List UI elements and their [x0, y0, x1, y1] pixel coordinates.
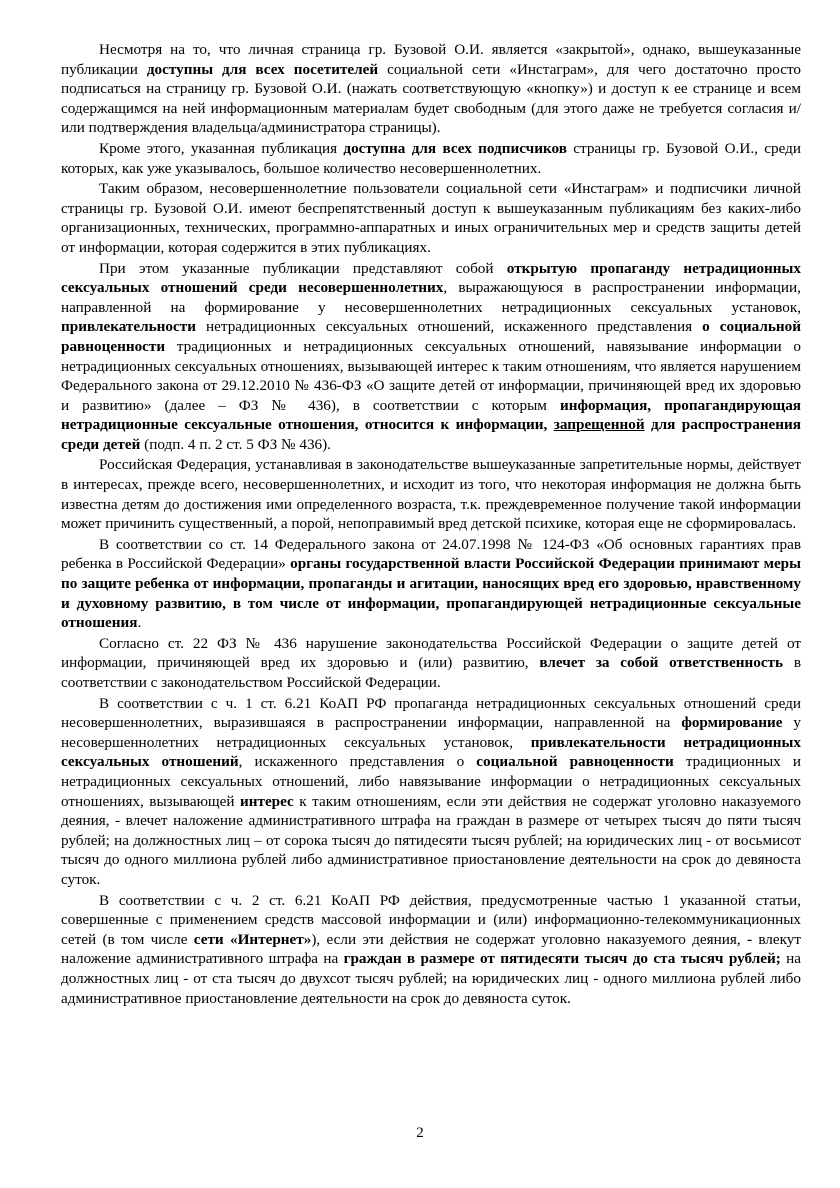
- text-run: Кроме этого, указанная публикация: [99, 139, 344, 157]
- text-run: Российская Федерация, устанавливая в законодательстве вышеуказанные запретительные нормы, действует в интересах, прежде всего, несовершеннолетних, и исходит из того, что некоторая информация не должна быть известна детям до достижения ими определенного возраста, т.к. преждевременное получение такой информации может причинить существенный, а порой, непоправимый вред детской психике, которая еще не сформировалась.: [61, 456, 801, 533]
- bold-text-run: информация, пропагандирующая нетрадиционные сексуальные отношения, относится к информации,: [61, 396, 801, 434]
- bold-text-run: формирование: [681, 714, 783, 732]
- text-run: В соответствии со ст. 14 Федерального закона от 24.07.1998 № 124-ФЗ «Об основных гарантиях прав ребенка в Российской Федерации»: [61, 535, 801, 573]
- bold-text-run: привлекательности нетрадиционных сексуальных отношений: [61, 733, 801, 771]
- paragraph: [61, 634, 801, 693]
- bold-text-run: граждан в размере от пятидесяти тысяч до ста тысяч рублей;: [343, 950, 781, 968]
- paragraph: [61, 694, 801, 890]
- bold-text-run: -: [746, 930, 753, 948]
- text-run: традиционных и нетрадиционных сексуальных отношений, навязывание информации о нетрадиционных сексуальных отношениях, вызывающей интерес к таким отношениям, что является нарушением Федерального закона от 29.12.2010 № 436-ФЗ «О защите детей от информации, причиняющей вред их здоровью и развитию» (далее – ФЗ № 436), в соответствии с которым: [61, 337, 801, 414]
- bold-text-run: социальной равноценности: [476, 753, 674, 771]
- text-run: влекут наложение административного штрафа на: [61, 930, 802, 968]
- text-run: в соответствии с законодательством Российской Федерации.: [61, 654, 802, 691]
- paragraph: [61, 259, 801, 455]
- text-run: Таким образом, несовершеннолетние пользователи социальной сети «Инстаграм» и подписчики личной страницы гр. Бузовой О.И. имеют беспрепятственный доступ к вышеуказанным публикациям без каких-либо организационных, технических, программно-аппаратных и иных ограничительных мер и средств защиты детей от информации, которая содержится в этих публикациях.: [61, 180, 801, 256]
- bold-text-run: доступны для всех посетителей: [146, 60, 379, 78]
- paragraph: [61, 535, 801, 633]
- bold-text-run: интерес: [239, 792, 294, 810]
- text-run: традиционных и нетрадиционных сексуальных отношений, либо навязывание информации о нетрадиционных сексуальных отношениях, вызывающей: [61, 753, 801, 810]
- bold-text-run: открытую пропаганду нетрадиционных сексуальных отношений среди несовершеннолетних: [61, 259, 801, 297]
- text-run: При этом указанные публикации представляют собой: [99, 259, 507, 277]
- text-run: на должностных лиц - от ста тысяч до двухсот тысяч рублей; на юридических лиц - одного миллиона рублей либо административное приостановление деятельности на срок до девяноста суток.: [61, 950, 801, 1007]
- paragraph: [61, 891, 801, 1009]
- text-run: В соответствии с ч. 1 ст. 6.21 КоАП РФ пропаганда нетрадиционных сексуальных отношений среди несовершеннолетних, выразившаяся в распространении информации, направленной на: [61, 694, 801, 732]
- paragraph: [61, 40, 801, 138]
- bold-text-run: для распространения среди детей: [61, 416, 801, 453]
- text-run: Согласно ст. 22 ФЗ № 436 нарушение законодательства Российской Федерации о защите детей от информации, причиняющей вред их здоровью и (или) развитию,: [61, 634, 801, 672]
- bold-text-run: доступна для всех подписчиков: [343, 139, 567, 157]
- text-run: нетрадиционных сексуальных отношений, искаженного представления: [195, 318, 703, 336]
- document-body: [61, 40, 801, 1009]
- text-run: у несовершеннолетних нетрадиционных сексуальных установок,: [61, 714, 801, 751]
- text-run: (подп. 4 п. 2 ст. 5 ФЗ № 436).: [140, 435, 331, 453]
- text-run: Несмотря на то, что личная страница гр. Бузовой О.И. является «закрытой», однако, вышеуказанные публикации: [61, 41, 801, 78]
- paragraph: [61, 179, 801, 257]
- text-run: .: [137, 614, 142, 632]
- text-run: к таким отношениям, если эти действия не содержат уголовно наказуемого деяния, - влечет наложение административного штрафа на граждан в размере от четырех тысяч до пяти тысяч рублей; на должностных лиц – от сорока тысяч до пятидесяти тысяч рублей; на юридических лиц - от восьмисот тысяч до одного миллиона рублей либо административное приостановление деятельности на срок до девяноста суток.: [61, 792, 801, 888]
- paragraph: [61, 455, 801, 533]
- bold-text-run: привлекательности: [61, 318, 196, 336]
- text-run: В соответствии с ч. 2 ст. 6.21 КоАП РФ действия, предусмотренные частью 1 указанной статьи, совершенные с применением средств массовой информации и (или) информационно-телекоммуникационных сетей (в том числе: [61, 891, 801, 948]
- text-run: социальной сети «Инстаграм», для чего достаточно просто подписаться на страницу гр. Бузовой О.И. (нажать соответствующую «кнопку») и доступ к ее странице и всем содержащимся на ней информационным материалам будет свободным (для этого даже не требуется согласия и/или подтверждения владельца/администратора страницы).: [61, 60, 801, 137]
- page-number: 2: [416, 1125, 424, 1141]
- bold-text-run: о социальной равноценности: [61, 318, 801, 355]
- text-run: , искаженного представления о: [238, 753, 477, 771]
- bold-text-run: сети «Интернет»: [193, 930, 312, 948]
- text-run: ), если эти действия не содержат уголовно наказуемого деяния,: [311, 930, 747, 948]
- bold-text-run: запрещенной: [553, 416, 645, 434]
- bold-text-run: органы государственной власти Российской Федерации принимают меры по защите ребенка от информации, пропаганды и агитации, наносящих вред его здоровью, нравственному и духовному развитию, в том числе от информации, пропагандирующей нетрадиционные сексуальные отношения: [61, 555, 801, 632]
- text-run: страницы гр. Бузовой О.И., среди которых, как уже указывалось, большое количество несовершеннолетних.: [61, 139, 801, 177]
- paragraph: [61, 139, 801, 178]
- text-run: , выражающуюся в распространении информации, направленной на формирование у несовершеннолетних нетрадиционных сексуальных установок,: [61, 279, 801, 316]
- bold-text-run: влечет за собой ответственность: [539, 654, 784, 672]
